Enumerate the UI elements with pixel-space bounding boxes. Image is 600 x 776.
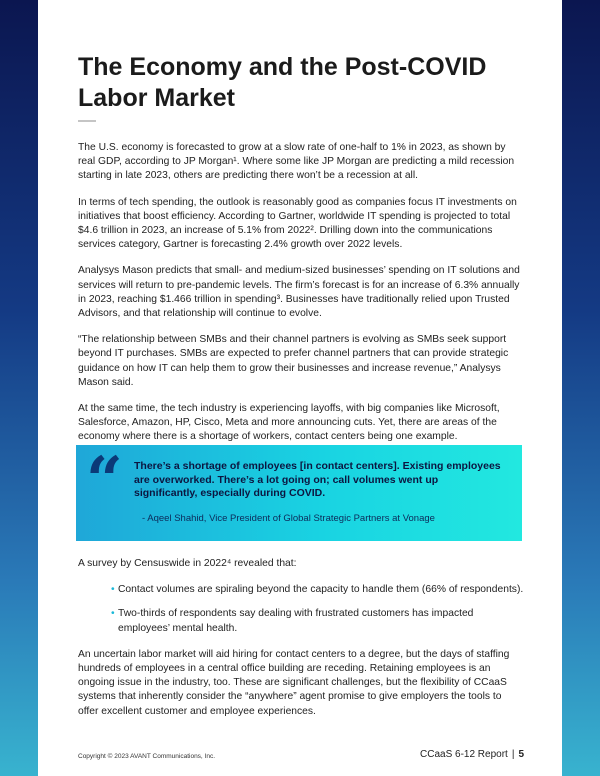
paragraph: The U.S. economy is forecasted to grow at a slow rate of one-half to 1% in 2023, as shown by real GDP, according to JP Morgan¹. Where some like JP Morgan are predicting a mild recession starting in late 2023, others are predicting there won’t be a recession at all.	[78, 142, 515, 182]
list-item-text: Two-thirds of respondents say dealing with frustrated customers has impacted employees’ mental health.	[118, 608, 474, 634]
report-page	[38, 0, 562, 776]
body-text-continued	[78, 557, 524, 731]
quote-mark-icon: “	[86, 443, 123, 518]
closing-paragraph: An uncertain labor market will aid hiring for contact centers to a degree, but the days of staffing hundreds of employees in a central office building are receding. Retaining employees is an ongoing issue in the industry, too. These are significant challenges, but the flexibility of CCaaS systems that inherently consider the “anywhere” agent promise to give employers the tools to offer excellent customer and employee experiences.	[78, 648, 510, 717]
title-line-1: The Economy and the Post-COVID	[78, 53, 487, 81]
survey-intro: A survey by Censuswide in 2022⁴ revealed that:	[78, 558, 297, 569]
quoted-paragraph: “The relationship between SMBs and their channel partners is evolving as SMBs seek support beyond IT purchases. SMBs are expected to prefer channel partners that can provide strategic guidance on how IT can help them to grow their businesses and increase revenue,” Analysys Mason said.	[78, 334, 509, 388]
page-title	[78, 52, 508, 114]
pull-quote-callout	[76, 445, 522, 541]
bullet-icon: •	[111, 608, 115, 620]
paragraph: In terms of tech spending, the outlook is reasonably good as companies focus IT investments on initiatives that boost efficiency. According to Gartner, worldwide IT spending is projected to total $4.6 trillion in 2023, an increase of 5.1% from 2022². Drilling down into the communications services category, Gartner is forecasting 2.4% growth over 2022 levels.	[78, 196, 517, 251]
body-text	[78, 141, 524, 457]
list-item	[112, 583, 524, 597]
paragraph: Analysys Mason predicts that small- and medium-sized businesses’ spending on IT solutions and services will return to pre-pandemic levels. The firm’s forecast is for an increase of 6.3% annually in 2023, reaching $1.466 trillion in spending³. Businesses have traditionally relied upon Trusted Advisors, and that relationship will continue to evolve.	[78, 265, 520, 320]
list-item-text: Contact volumes are spiraling beyond the capacity to handle them (66% of respondents).	[118, 584, 524, 596]
title-divider	[78, 120, 96, 122]
footer-separator: |	[511, 749, 515, 760]
title-line-2: Labor Market	[78, 84, 235, 112]
paragraph: At the same time, the tech industry is experiencing layoffs, with big companies like Microsoft, Salesforce, Amazon, HP, Cisco, Meta and more announcing cuts. Yet, there are areas of the economy where there is a shortage of workers, contact centers being one example.	[78, 403, 500, 443]
list-item	[112, 607, 524, 635]
page-footer	[420, 749, 524, 760]
page-number: 5	[518, 749, 524, 760]
pull-quote-attribution: - Aqeel Shahid, Vice President of Global Strategic Partners at Vonage	[142, 513, 435, 524]
pull-quote-text: There’s a shortage of employees [in contact centers]. Existing employees are overworked. There’s a lot going on; call volumes went up significantly, especially during COVID.	[134, 460, 501, 499]
report-name: CCaaS 6-12 Report	[420, 749, 508, 760]
bullet-icon: •	[111, 584, 115, 596]
survey-findings-list	[78, 583, 524, 636]
copyright-notice: Copyright © 2023 AVANT Communications, Inc.	[78, 753, 216, 760]
